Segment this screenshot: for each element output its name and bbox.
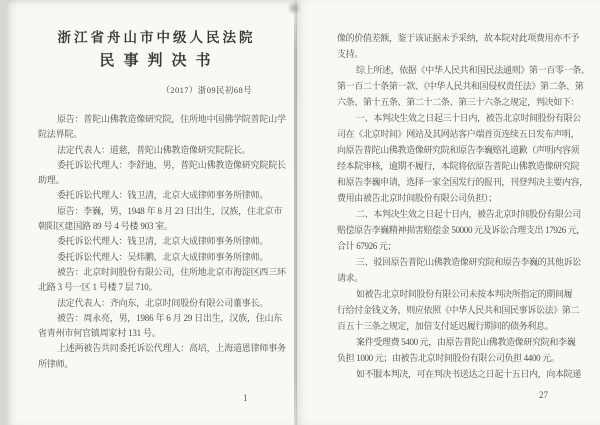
case-number: （2017）浙09民初68号 [161, 85, 252, 95]
left-page-body [38, 112, 286, 372]
text-line: 委托诉讼代理人：吴炜鹏，北京大成律师事务所律师。 [57, 251, 269, 262]
text-line: 一、本判决生效之日起三十日内，被告北京时间股份有限公 [356, 113, 581, 123]
text-line: 原告：李巍，男，1948 年 8 月 23 日出生，汉族，住北京市 [57, 205, 283, 216]
text-line: 朝阳区建国路 89 号 4 号楼 903 室。 [38, 221, 173, 232]
text-line: 经本院审核，逾期不履行，本院将依原告普陀山佛教造像研究院 [337, 161, 580, 171]
text-line: 院法界院。 [38, 129, 83, 140]
text-line: 请求。 [337, 273, 363, 283]
text-line: 行给付金钱义务，则应依照《中华人民共和国民事诉讼法》第二 [337, 305, 580, 315]
text-line: 北路 3 号一区 1 号楼 7 层 710。 [38, 282, 158, 293]
text-line: 和原告李巍申请，选择一家全国发行的报刊，刊登判决主要内容， [337, 177, 588, 187]
text-line: 赔偿原告李巍精神损害赔偿金 50000 元及诉讼合理支出 17926 元， [337, 225, 586, 235]
text-line: 委托诉讼代理人：钱卫清，北京大成律师事务所律师。 [57, 236, 269, 247]
scan-smudge [287, 1, 301, 15]
text-line: 支持。 [337, 49, 363, 59]
text-line: 上述两被告共同委托诉讼代理人：高培，上海道恩律师事务 [57, 343, 286, 354]
text-line: 法定代表人：道慈，普陀山佛教造像研究院院长。 [57, 144, 251, 155]
text-line: 如被告北京时间股份有限公司未按本判决所指定的期间履 [356, 289, 573, 299]
text-line: 司在《北京时间》网站及其网站客户端首页连续五日发布声明， [337, 129, 580, 139]
text-line: 被告：周永亮，男，1986 年 6 月 29 日出生，汉族，住山东 [57, 312, 283, 323]
text-line: 合计 67926 元； [337, 241, 397, 251]
text-line: 向原告普陀山佛教造像研究院和原告李巍赔礼道歉（声明内容须 [337, 145, 580, 155]
left-page [7, 0, 296, 425]
text-line: 费用由被告北京时间股份有限公司负担）； [337, 193, 497, 203]
page-number-right: 27 [539, 390, 548, 400]
text-line: 综上所述，依据《中华人民共和国民法通则》第一百零一条、 [356, 65, 590, 75]
text-line: 原告：普陀山佛教造像研究院，住所地中国佛学院普陀山学 [57, 114, 286, 124]
text-line: 百五十三条之规定，加倍支付延迟履行期间的债务利息。 [337, 321, 554, 331]
text-line: 省青州市何官镇周家村 131 号。 [38, 328, 161, 339]
text-line: 被告：北京时间股份有限公司，住所地北京市海淀区西三环 [57, 266, 286, 277]
text-line: 三、驳回原告普陀山佛教造像研究院和原告李巍的其他诉讼 [356, 257, 581, 267]
court-name: 浙江省舟山市中级人民法院 [57, 30, 256, 45]
text-line: 像的价值差额，鉴于该证据未予采纳，故本院对此项费用亦不予 [337, 33, 580, 43]
text-line: 委托诉讼代理人：钱卫清，北京大成律师事务所律师。 [57, 190, 269, 201]
text-line: 负担 1000 元；由被告北京时间股份有限公司负担 4400 元。 [337, 353, 560, 363]
text-line: 助理。 [38, 175, 65, 186]
text-line: 二、本判决生效之日起十日内，被告北京时间股份有限公司 [356, 209, 581, 219]
text-line: 委托诉讼代理人：李舒迪，男，普陀山佛教造像研究院院长 [57, 159, 286, 170]
text-line: 第一百二十条第一款、《中华人民共和国侵权责任法》第二条、第 [337, 81, 584, 91]
text-line: 所律师。 [38, 358, 74, 369]
text-line: 案件受理费 5400 元，由原告普陀山佛教造像研究院和李巍 [356, 337, 576, 347]
page-number-left: 1 [243, 393, 248, 403]
text-line: 六条、第十五条、第二十二条、第三十六条之规定，判决如下： [337, 97, 580, 107]
right-page [296, 0, 600, 425]
text-line: 法定代表人：齐向东，北京时间股份有限公司董事长。 [57, 297, 269, 308]
right-page-body [337, 30, 590, 382]
text-line: 如不服本判决，可在判决书送达之日起十五日内，向本院递 [356, 369, 581, 379]
document-title: 民事判决书 [99, 53, 220, 69]
